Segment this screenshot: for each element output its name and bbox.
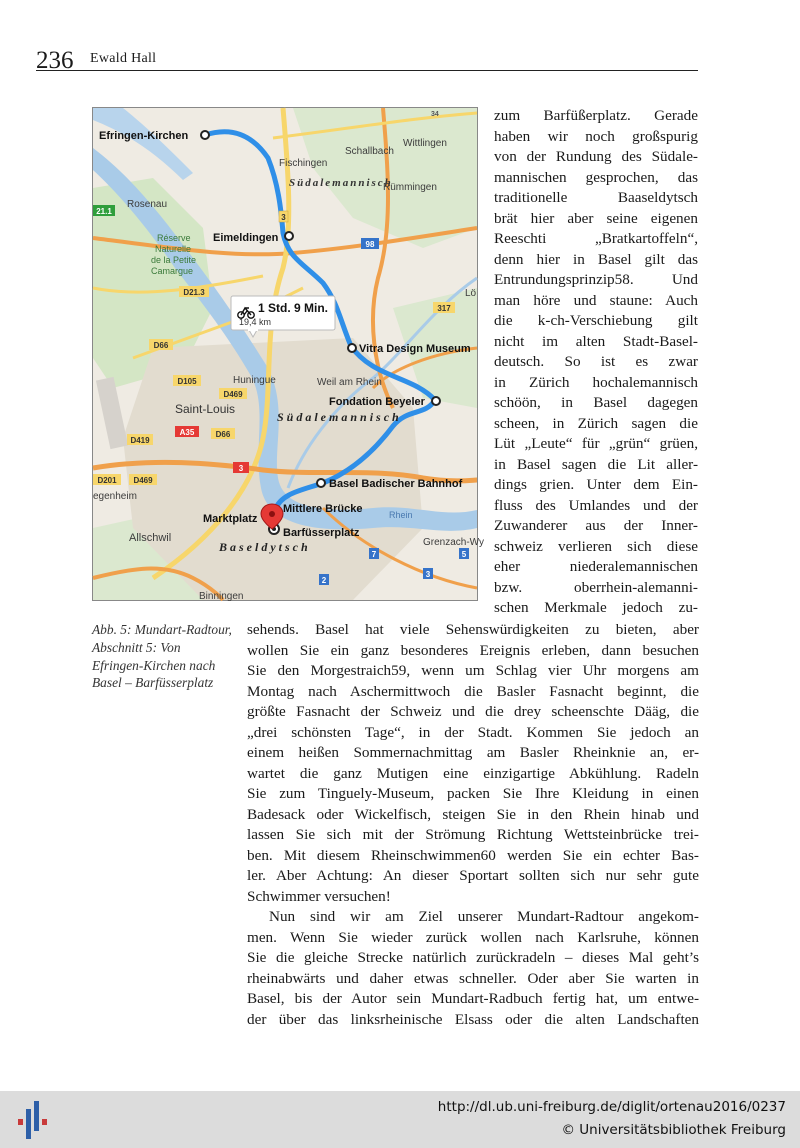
text-line: Lüt „Leute“ für „grün“ grüen, <box>494 435 698 452</box>
place-marktplatz: Marktplatz <box>203 513 258 525</box>
place-barfuesserplatz: Barfüsserplatz <box>283 527 360 539</box>
place-rosenau: Rosenau <box>127 199 168 210</box>
road-label-3: 3 <box>281 213 286 222</box>
text-line: zum Barfüßerplatz. Gerade <box>494 107 698 124</box>
dialect-label-top: Südalemannisch <box>289 177 393 189</box>
figure-caption: Abb. 5: Mundart-Radtour, Abschnitt 5: Von Efringen-Kirchen nach Basel – Barfüsserplatz <box>92 622 232 691</box>
text-line: wartet die ganz Mutigen eine einzigartige Abkühlung. Radeln <box>247 764 699 782</box>
text-line: Schwimmer versuchen! <box>247 887 391 905</box>
text-line: Basel, bis der Autor sein Mundart-Radbuch fertig hat, um entwe- <box>247 990 699 1007</box>
road-label-3-b: 3 <box>238 464 244 473</box>
text-line: ben. Mit diesem Rheinschwimmen60 werden Sie ein echter Bas- <box>247 846 699 864</box>
text-line: Montag nach Aschermittwoch die Basler Fasnacht beginnt, die <box>247 682 699 700</box>
place-beyeler: Fondation Beyeler <box>329 396 425 408</box>
text-line: mannischen gesprochen, das <box>494 168 698 186</box>
text-line: man höre und staune: Auch <box>494 291 698 309</box>
place-vitra: Vitra Design Museum <box>359 343 471 355</box>
dialect-label-suedalemannisch: Südalemannisch <box>277 410 402 424</box>
place-badischer-bahnhof: Basel Badischer Bahnhof <box>329 478 463 490</box>
place-rhein: Rhein <box>389 510 413 520</box>
text-line: bzw. oberrhein-alemanni- <box>494 578 698 596</box>
text-line: schen Merkmale jedoch zu- <box>494 599 698 616</box>
text-line: brät hier aber seine eigenen <box>494 209 698 227</box>
place-weil: Weil am Rhein <box>317 377 382 388</box>
library-footer <box>0 1091 800 1148</box>
text-line: schweiz verlieren sich diese <box>494 537 698 555</box>
place-efringen: Efringen-Kirchen <box>99 130 189 142</box>
place-reserve-4: Camargue <box>151 266 194 276</box>
place-fischingen: Fischingen <box>279 158 328 169</box>
text-line: denn hier in Basel gilt das <box>494 250 698 268</box>
place-wittlingen: Wittlingen <box>403 138 447 149</box>
place-huningue: Huningue <box>233 375 276 386</box>
road-label-d66-b: D66 <box>215 430 231 439</box>
text-line: lassen Sie sich mit der Strömung Richtung Wettsteinbrücke trei- <box>247 826 699 843</box>
road-label-5: 5 <box>461 550 467 559</box>
text-line: Nun sind wir am Ziel unserer Mundart-Radtour angekom- <box>269 908 699 925</box>
text-line: deutsch. So ist es zwar <box>494 353 698 370</box>
road-label-d469: D469 <box>223 390 243 399</box>
text-line: ler. Aber Achtung: An dieser Sportart sollten sich nur sehr gute <box>247 867 699 884</box>
text-line: haben wir noch großspurig <box>494 127 698 145</box>
road-label-d21-3: D21.3 <box>183 288 205 297</box>
text-line: einem heißen Sommernachmittag am Basler Rheinknie an, er- <box>247 744 699 761</box>
place-grenzach: Grenzach-Wy <box>423 537 485 548</box>
page-header <box>36 47 698 74</box>
road-label-a35: A35 <box>179 428 195 437</box>
text-line: die k-ch-Verschiebung gilt <box>494 312 698 329</box>
text-line: Entrundungsprinzip58. Und <box>494 271 698 288</box>
text-line: eher niederalemannischen <box>494 558 698 575</box>
road-label-7: 7 <box>371 550 377 559</box>
text-line: „drei schönsten Tage“, in der Stadt. Kommen Sie jedoch an <box>247 723 699 741</box>
text-line: größte Fasnacht der Schweiz und die drey scheenschte Dääg, die <box>247 703 699 720</box>
text-line: Reeschti „Bratkartoffeln“, <box>494 230 698 247</box>
text-line: fluss des Umlandes und der <box>494 496 698 514</box>
text-line: Sie den Morgestraich59, wenn um Schlag vier Uhr morgens am <box>247 662 699 679</box>
place-mittlere-bruecke: Mittlere Brücke <box>283 503 363 515</box>
running-head-author: Ewald Hall <box>90 51 157 66</box>
place-binningen: Binningen <box>199 591 244 602</box>
text-line: Sie die gleiche Strecke natürlich zurückradeln – dieses Mal geht’s <box>247 949 699 966</box>
text-line: dings grien. Unter dem Ein- <box>494 476 698 493</box>
road-label-d105: D105 <box>177 377 197 386</box>
road-label-2: 2 <box>321 576 327 585</box>
right-text-column <box>494 106 698 619</box>
route-time: 1 Std. 9 Min. <box>258 301 329 315</box>
text-line: wollen Sie ein ganz besonderes Ereignis erleben, dann besuchen <box>247 641 699 659</box>
text-line: in Basel sagen die Lit aller- <box>494 455 698 473</box>
page-number: 236 <box>36 47 74 74</box>
place-schallbach: Schallbach <box>345 146 394 157</box>
dialect-label-baseldytsch: Baseldytsch <box>219 540 311 554</box>
place-saint-louis: Saint-Louis <box>175 402 236 416</box>
road-label-317: 317 <box>437 304 451 313</box>
source-url-link[interactable]: http://dl.ub.uni-freiburg.de/diglit/ortenau2016/0237 <box>437 1099 786 1115</box>
text-line: Badesack oder Wickelfisch, steigen Sie in den Rhein hinab und <box>247 805 699 823</box>
copyright-notice: © Universitätsbibliothek Freiburg <box>561 1122 786 1138</box>
place-reserve-3: de la Petite <box>151 255 197 265</box>
road-label-d469-b: D469 <box>133 476 153 485</box>
road-label-34: 34 <box>431 111 439 118</box>
text-line: rheinabwärts und daher etwas schneller. Oder aber Sie warten in <box>247 969 699 987</box>
text-line: sehends. Basel hat viele Sehenswürdigkeiten zu bieten, aber <box>247 621 699 638</box>
road-label-d66: D66 <box>153 341 169 350</box>
road-label-98: 98 <box>365 240 375 249</box>
place-reserve-2: Naturelle <box>155 244 192 254</box>
place-allschwil: Allschwil <box>129 532 172 544</box>
road-label-d201: D201 <box>97 476 117 485</box>
text-line: men. Wenn Sie wieder zurück wollen nach Karlsruhe, können <box>247 928 699 946</box>
text-line: nicht im alten Stadt-Basel- <box>494 332 698 350</box>
road-label-21-1: 21.1 <box>96 207 112 216</box>
university-library-logo-icon <box>16 1099 52 1141</box>
place-eimeldingen: Eimeldingen <box>213 232 279 244</box>
text-line: Zuwanderer aus der Inner- <box>494 517 698 534</box>
place-reserve-1: Réserve <box>157 233 191 243</box>
road-label-d419: D419 <box>130 436 150 445</box>
route-map <box>92 107 485 602</box>
text-line: der über das linksrheinische Elsass oder die alten Landschaften <box>247 1010 699 1028</box>
text-line: Sie zum Tinguely-Museum, packen Sie Ihre Kleidung in einen <box>247 785 699 802</box>
road-label-3-c: 3 <box>425 570 431 579</box>
text-line: schöön, in Basel dagegen <box>494 394 698 411</box>
text-line: scheen, in Zürich sagen die <box>494 414 698 432</box>
main-text-column <box>247 620 699 1030</box>
place-hegenheim: egenheim <box>93 491 137 502</box>
place-loerrach: Lö <box>465 288 477 299</box>
route-distance: 19,4 km <box>239 317 272 327</box>
text-line: von der Rundung des Südale- <box>494 148 698 165</box>
text-line: traditionelle Baaseldytsch <box>494 189 698 206</box>
text-line: in Zürich hochalemannisch <box>494 373 698 391</box>
place-ruemmingen: Rümmingen <box>383 182 437 193</box>
